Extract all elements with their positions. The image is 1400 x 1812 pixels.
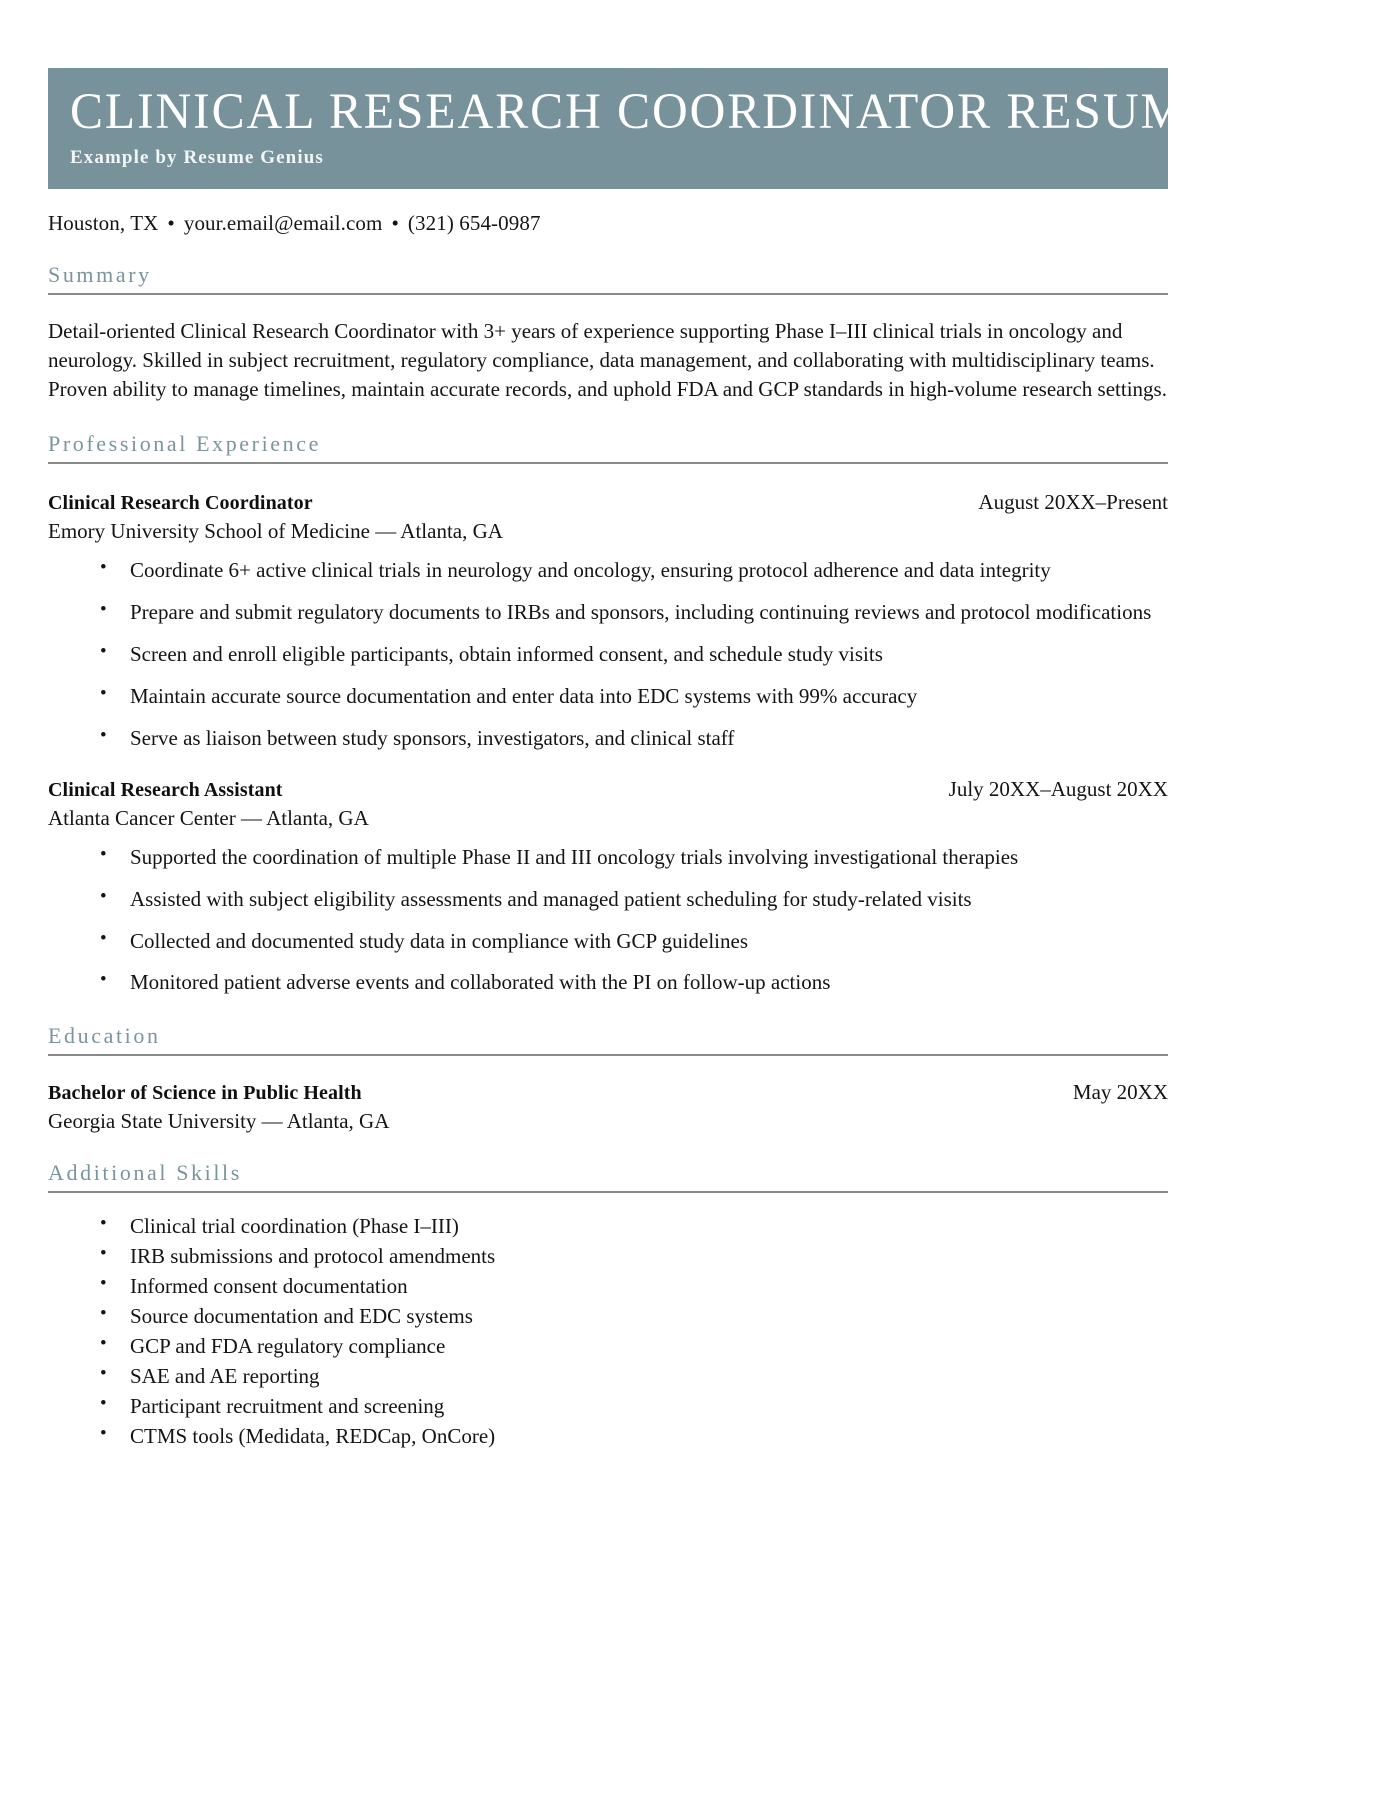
list-item: • Maintain accurate source documentation and enter data into EDC systems with 99% accuracy [48,682,1168,711]
page-title: CLINICAL RESEARCH COORDINATOR RESUME [70,84,1219,140]
job-organization: Emory University School of Medicine — Atlanta, GA [48,518,503,543]
section-heading-skills: Additional Skills [48,1160,242,1186]
list-item: • Prepare and submit regulatory documents to IRBs and sponsors, including continuing reviews and protocol modifications [48,598,1168,627]
list-item: • Informed consent documentation [48,1273,1168,1300]
list-item: • Clinical trial coordination (Phase I–III) [48,1213,1168,1240]
experience-entry-header [48,490,1168,515]
contact-phone[interactable]: (321) 654-0987 [407,210,541,235]
section-summary [48,262,1168,405]
header-subtitle: Example by Resume Genius [70,146,324,168]
list-item: • Participant recruitment and screening [48,1393,1168,1420]
summary-paragraph: Detail-oriented Clinical Research Coordinator with 3+ years of experience supporting Phase I–III clinical trials in oncology and neurology. Skilled in subject recruitment, regulatory compliance, data management, and collaborating with multidisciplinary teams. Proven ability to manage timelines, maintain accurate records, and uphold FDA and GCP standards in high-volume research settings. [48,318,1167,402]
section-divider [48,462,1168,464]
skills-list [48,1213,1168,1449]
contact-separator-1: • [167,210,175,235]
experience-entry [48,490,1168,753]
list-item: • Serve as liaison between study sponsors, investigators, and clinical staff [48,724,1168,753]
list-item: • Source documentation and EDC systems [48,1303,1168,1330]
section-skills [48,1160,1168,1449]
job-date: July 20XX–August 20XX [948,776,1168,801]
list-item: • IRB submissions and protocol amendments [48,1243,1168,1270]
list-item: • Assisted with subject eligibility assessments and managed patient scheduling for study-related visits [48,885,1168,914]
resume-header-banner [48,68,1219,189]
degree-date: May 20XX [1072,1080,1168,1105]
experience-entry-header [48,777,1168,802]
section-experience [48,431,1168,998]
contact-line [48,211,1168,236]
contact-location: Houston, TX [48,210,159,235]
section-heading-experience: Professional Experience [48,430,321,456]
education-entry [48,1080,1168,1134]
list-item: • CTMS tools (Medidata, REDCap, OnCore) [48,1423,1168,1450]
list-item: • Supported the coordination of multiple Phase II and III oncology trials involving investigational therapies [48,843,1168,872]
list-item: • Monitored patient adverse events and collaborated with the PI on follow-up actions [48,968,1168,997]
list-item: • SAE and AE reporting [48,1363,1168,1390]
education-entry-header [48,1080,1168,1105]
section-heading-summary: Summary [48,261,152,287]
list-item: • GCP and FDA regulatory compliance [48,1333,1168,1360]
contact-separator-2: • [391,210,399,235]
list-item: • Screen and enroll eligible participants, obtain informed consent, and schedule study visits [48,640,1168,669]
job-title: Clinical Research Assistant [48,778,283,801]
section-education [48,1023,1168,1134]
resume-sheet [48,0,1219,1452]
section-divider [48,1054,1168,1056]
job-organization: Atlanta Cancer Center — Atlanta, GA [48,805,369,830]
job-date: August 20XX–Present [978,489,1168,514]
list-item: • Collected and documented study data in compliance with GCP guidelines [48,927,1168,956]
job-bullet-list [48,843,1168,998]
school-name: Georgia State University — Atlanta, GA [48,1109,390,1134]
contact-email[interactable]: your.email@email.com [183,210,383,235]
section-heading-education: Education [48,1023,161,1049]
section-divider [48,293,1168,295]
experience-entry [48,777,1168,998]
job-title: Clinical Research Coordinator [48,491,313,514]
degree-title: Bachelor of Science in Public Health [48,1082,362,1105]
list-item: • Coordinate 6+ active clinical trials in neurology and oncology, ensuring protocol adherence and data integrity [48,556,1168,585]
job-bullet-list [48,556,1168,753]
section-divider [48,1191,1168,1193]
